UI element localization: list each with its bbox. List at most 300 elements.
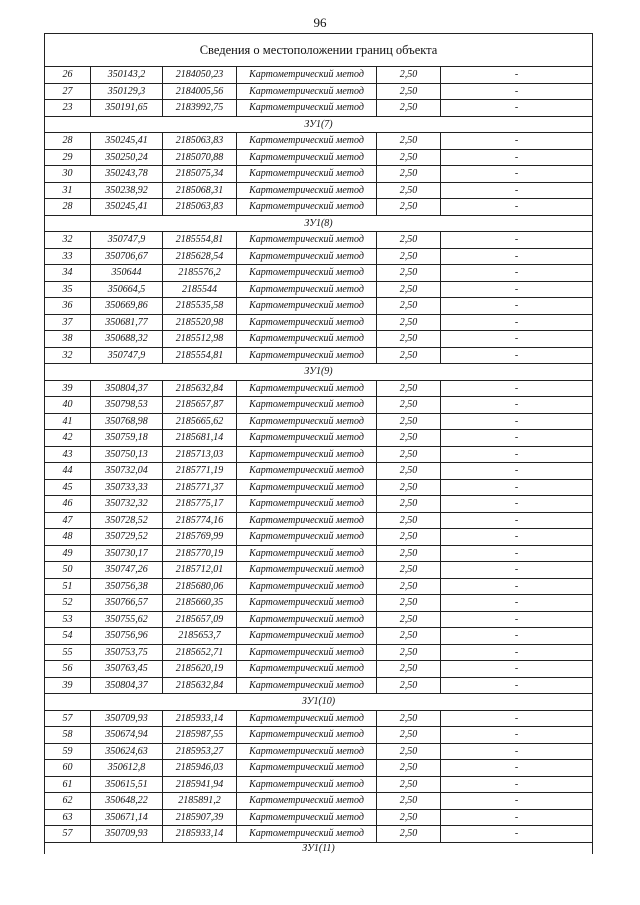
- x-coordinate-cell: 350747,9: [91, 232, 163, 249]
- y-coordinate-cell: 2185554,81: [163, 232, 237, 249]
- x-coordinate-cell: 350732,32: [91, 496, 163, 513]
- point-number-cell: 41: [45, 413, 91, 430]
- x-coordinate-cell: 350766,57: [91, 595, 163, 612]
- y-coordinate-cell: 2185660,35: [163, 595, 237, 612]
- accuracy-cell: 2,50: [377, 314, 441, 331]
- accuracy-cell: 2,50: [377, 545, 441, 562]
- accuracy-cell: 2,50: [377, 199, 441, 216]
- note-cell: -: [441, 628, 593, 645]
- y-coordinate-cell: 2185712,01: [163, 562, 237, 579]
- table-row: [45, 496, 593, 513]
- accuracy-cell: 2,50: [377, 776, 441, 793]
- method-cell: Картометрический метод: [237, 644, 377, 661]
- point-number-cell: 28: [45, 199, 91, 216]
- accuracy-cell: 2,50: [377, 298, 441, 315]
- note-cell: -: [441, 496, 593, 513]
- method-cell: Картометрический метод: [237, 479, 377, 496]
- method-cell: Картометрический метод: [237, 83, 377, 100]
- accuracy-cell: 2,50: [377, 83, 441, 100]
- accuracy-cell: 2,50: [377, 265, 441, 282]
- x-coordinate-cell: 350750,13: [91, 446, 163, 463]
- y-coordinate-cell: 2185554,81: [163, 347, 237, 364]
- note-cell: -: [441, 727, 593, 744]
- method-cell: Картометрический метод: [237, 661, 377, 678]
- accuracy-cell: 2,50: [377, 463, 441, 480]
- note-cell: -: [441, 545, 593, 562]
- accuracy-cell: 2,50: [377, 413, 441, 430]
- x-coordinate-cell: 350804,37: [91, 380, 163, 397]
- y-coordinate-cell: 2185770,19: [163, 545, 237, 562]
- y-coordinate-cell: 2185632,84: [163, 677, 237, 694]
- y-coordinate-cell: 2185774,16: [163, 512, 237, 529]
- table-row: [45, 545, 593, 562]
- point-number-cell: 42: [45, 430, 91, 447]
- method-cell: Картометрический метод: [237, 182, 377, 199]
- table-row: [45, 727, 593, 744]
- method-cell: Картометрический метод: [237, 133, 377, 150]
- note-cell: -: [441, 166, 593, 183]
- table-row: [45, 479, 593, 496]
- accuracy-cell: 2,50: [377, 727, 441, 744]
- x-coordinate-cell: 350648,22: [91, 793, 163, 810]
- y-coordinate-cell: 2185070,88: [163, 149, 237, 166]
- table-row: [45, 562, 593, 579]
- page-number: 96: [313, 15, 327, 30]
- x-coordinate-cell: 350238,92: [91, 182, 163, 199]
- accuracy-cell: 2,50: [377, 809, 441, 826]
- table-row: [45, 628, 593, 645]
- y-coordinate-cell: 2184005,56: [163, 83, 237, 100]
- x-coordinate-cell: 350798,53: [91, 397, 163, 414]
- table-row: [45, 331, 593, 348]
- y-coordinate-cell: 2185063,83: [163, 199, 237, 216]
- method-cell: Картометрический метод: [237, 413, 377, 430]
- y-coordinate-cell: 2185620,19: [163, 661, 237, 678]
- x-coordinate-cell: 350732,04: [91, 463, 163, 480]
- table-row: [45, 314, 593, 331]
- method-cell: Картометрический метод: [237, 776, 377, 793]
- note-cell: -: [441, 83, 593, 100]
- section-header-row: [45, 694, 593, 711]
- x-coordinate-cell: 350681,77: [91, 314, 163, 331]
- table-row: [45, 397, 593, 414]
- note-cell: -: [441, 100, 593, 117]
- y-coordinate-cell: 2185946,03: [163, 760, 237, 777]
- note-cell: -: [441, 826, 593, 843]
- method-cell: Картометрический метод: [237, 397, 377, 414]
- point-number-cell: 35: [45, 281, 91, 298]
- method-cell: Картометрический метод: [237, 314, 377, 331]
- note-cell: -: [441, 182, 593, 199]
- method-cell: Картометрический метод: [237, 628, 377, 645]
- point-number-cell: 27: [45, 83, 91, 100]
- y-coordinate-cell: 2185891,2: [163, 793, 237, 810]
- accuracy-cell: 2,50: [377, 182, 441, 199]
- point-number-cell: 23: [45, 100, 91, 117]
- method-cell: Картометрический метод: [237, 677, 377, 694]
- point-number-cell: 32: [45, 232, 91, 249]
- accuracy-cell: 2,50: [377, 149, 441, 166]
- point-number-cell: 31: [45, 182, 91, 199]
- y-coordinate-cell: 2185544: [163, 281, 237, 298]
- point-number-cell: 60: [45, 760, 91, 777]
- note-cell: -: [441, 677, 593, 694]
- note-cell: -: [441, 793, 593, 810]
- method-cell: Картометрический метод: [237, 727, 377, 744]
- method-cell: Картометрический метод: [237, 710, 377, 727]
- point-number-cell: 33: [45, 248, 91, 265]
- table-row: [45, 298, 593, 315]
- y-coordinate-cell: 2185653,7: [163, 628, 237, 645]
- accuracy-cell: 2,50: [377, 710, 441, 727]
- method-cell: Картометрический метод: [237, 67, 377, 84]
- section-header-row: [45, 842, 593, 854]
- x-coordinate-cell: 350245,41: [91, 133, 163, 150]
- section-label: ЗУ1(9): [45, 364, 593, 381]
- method-cell: Картометрический метод: [237, 430, 377, 447]
- note-cell: -: [441, 314, 593, 331]
- method-cell: Картометрический метод: [237, 529, 377, 546]
- method-cell: Картометрический метод: [237, 347, 377, 364]
- y-coordinate-cell: 2185933,14: [163, 710, 237, 727]
- accuracy-cell: 2,50: [377, 100, 441, 117]
- y-coordinate-cell: 2185632,84: [163, 380, 237, 397]
- accuracy-cell: 2,50: [377, 166, 441, 183]
- table-row: [45, 611, 593, 628]
- section-header-row: [45, 364, 593, 381]
- accuracy-cell: 2,50: [377, 677, 441, 694]
- point-number-cell: 63: [45, 809, 91, 826]
- method-cell: Картометрический метод: [237, 809, 377, 826]
- point-number-cell: 50: [45, 562, 91, 579]
- accuracy-cell: 2,50: [377, 529, 441, 546]
- x-coordinate-cell: 350763,45: [91, 661, 163, 678]
- y-coordinate-cell: 2185987,55: [163, 727, 237, 744]
- accuracy-cell: 2,50: [377, 133, 441, 150]
- section-header-row: [45, 116, 593, 133]
- table-row: [45, 776, 593, 793]
- y-coordinate-cell: 2185713,03: [163, 446, 237, 463]
- note-cell: -: [441, 644, 593, 661]
- y-coordinate-cell: 2185775,17: [163, 496, 237, 513]
- x-coordinate-cell: 350674,94: [91, 727, 163, 744]
- table-row: [45, 166, 593, 183]
- table-row: [45, 578, 593, 595]
- x-coordinate-cell: 350644: [91, 265, 163, 282]
- accuracy-cell: 2,50: [377, 743, 441, 760]
- note-cell: -: [441, 133, 593, 150]
- accuracy-cell: 2,50: [377, 479, 441, 496]
- y-coordinate-cell: 2185941,94: [163, 776, 237, 793]
- table-row: [45, 149, 593, 166]
- accuracy-cell: 2,50: [377, 347, 441, 364]
- method-cell: Картометрический метод: [237, 149, 377, 166]
- y-coordinate-cell: 2185576,2: [163, 265, 237, 282]
- note-cell: -: [441, 430, 593, 447]
- table-row: [45, 463, 593, 480]
- accuracy-cell: 2,50: [377, 644, 441, 661]
- method-cell: Картометрический метод: [237, 611, 377, 628]
- point-number-cell: 30: [45, 166, 91, 183]
- x-coordinate-cell: 350688,32: [91, 331, 163, 348]
- method-cell: Картометрический метод: [237, 545, 377, 562]
- note-cell: -: [441, 809, 593, 826]
- section-label: ЗУ1(10): [45, 694, 593, 711]
- point-number-cell: 29: [45, 149, 91, 166]
- x-coordinate-cell: 350709,93: [91, 826, 163, 843]
- x-coordinate-cell: 350759,18: [91, 430, 163, 447]
- x-coordinate-cell: 350804,37: [91, 677, 163, 694]
- note-cell: -: [441, 232, 593, 249]
- point-number-cell: 43: [45, 446, 91, 463]
- table-row: [45, 232, 593, 249]
- point-number-cell: 34: [45, 265, 91, 282]
- note-cell: -: [441, 248, 593, 265]
- x-coordinate-cell: 350250,24: [91, 149, 163, 166]
- y-coordinate-cell: 2185769,99: [163, 529, 237, 546]
- point-number-cell: 49: [45, 545, 91, 562]
- table-row: [45, 182, 593, 199]
- x-coordinate-cell: 350612,8: [91, 760, 163, 777]
- point-number-cell: 26: [45, 67, 91, 84]
- x-coordinate-cell: 350729,52: [91, 529, 163, 546]
- y-coordinate-cell: 2185953,27: [163, 743, 237, 760]
- table-row: [45, 760, 593, 777]
- method-cell: Картометрический метод: [237, 281, 377, 298]
- method-cell: Картометрический метод: [237, 298, 377, 315]
- boundary-coordinates-table: [44, 33, 593, 854]
- accuracy-cell: 2,50: [377, 578, 441, 595]
- x-coordinate-cell: 350191,65: [91, 100, 163, 117]
- point-number-cell: 32: [45, 347, 91, 364]
- table-row: [45, 248, 593, 265]
- x-coordinate-cell: 350747,9: [91, 347, 163, 364]
- y-coordinate-cell: 2183992,75: [163, 100, 237, 117]
- y-coordinate-cell: 2185665,62: [163, 413, 237, 430]
- method-cell: Картометрический метод: [237, 446, 377, 463]
- point-number-cell: 36: [45, 298, 91, 315]
- table-row: [45, 430, 593, 447]
- y-coordinate-cell: 2185068,31: [163, 182, 237, 199]
- table-row: [45, 199, 593, 216]
- x-coordinate-cell: 350753,75: [91, 644, 163, 661]
- accuracy-cell: 2,50: [377, 793, 441, 810]
- point-number-cell: 59: [45, 743, 91, 760]
- section-label: ЗУ1(8): [45, 215, 593, 232]
- x-coordinate-cell: 350243,78: [91, 166, 163, 183]
- note-cell: -: [441, 743, 593, 760]
- method-cell: Картометрический метод: [237, 793, 377, 810]
- note-cell: -: [441, 298, 593, 315]
- table-row: [45, 83, 593, 100]
- accuracy-cell: 2,50: [377, 380, 441, 397]
- accuracy-cell: 2,50: [377, 430, 441, 447]
- note-cell: -: [441, 380, 593, 397]
- point-number-cell: 46: [45, 496, 91, 513]
- y-coordinate-cell: 2185771,37: [163, 479, 237, 496]
- x-coordinate-cell: 350624,63: [91, 743, 163, 760]
- accuracy-cell: 2,50: [377, 446, 441, 463]
- point-number-cell: 47: [45, 512, 91, 529]
- note-cell: -: [441, 331, 593, 348]
- x-coordinate-cell: 350730,17: [91, 545, 163, 562]
- point-number-cell: 62: [45, 793, 91, 810]
- x-coordinate-cell: 350245,41: [91, 199, 163, 216]
- accuracy-cell: 2,50: [377, 496, 441, 513]
- point-number-cell: 51: [45, 578, 91, 595]
- accuracy-cell: 2,50: [377, 397, 441, 414]
- method-cell: Картометрический метод: [237, 199, 377, 216]
- y-coordinate-cell: 2185771,19: [163, 463, 237, 480]
- note-cell: -: [441, 760, 593, 777]
- point-number-cell: 38: [45, 331, 91, 348]
- table-title: Сведения о местоположении границ объекта: [45, 34, 593, 67]
- method-cell: Картометрический метод: [237, 743, 377, 760]
- note-cell: -: [441, 413, 593, 430]
- note-cell: -: [441, 661, 593, 678]
- x-coordinate-cell: 350669,86: [91, 298, 163, 315]
- table-row: [45, 793, 593, 810]
- y-coordinate-cell: 2185512,98: [163, 331, 237, 348]
- method-cell: Картометрический метод: [237, 595, 377, 612]
- section-label: ЗУ1(11): [45, 842, 593, 854]
- x-coordinate-cell: 350615,51: [91, 776, 163, 793]
- section-label: ЗУ1(7): [45, 116, 593, 133]
- point-number-cell: 48: [45, 529, 91, 546]
- note-cell: -: [441, 479, 593, 496]
- point-number-cell: 54: [45, 628, 91, 645]
- note-cell: -: [441, 397, 593, 414]
- method-cell: Картометрический метод: [237, 331, 377, 348]
- accuracy-cell: 2,50: [377, 232, 441, 249]
- y-coordinate-cell: 2185680,06: [163, 578, 237, 595]
- point-number-cell: 55: [45, 644, 91, 661]
- note-cell: -: [441, 347, 593, 364]
- table-row: [45, 710, 593, 727]
- section-header-row: [45, 215, 593, 232]
- method-cell: Картометрический метод: [237, 562, 377, 579]
- accuracy-cell: 2,50: [377, 331, 441, 348]
- accuracy-cell: 2,50: [377, 760, 441, 777]
- table-row: [45, 529, 593, 546]
- point-number-cell: 37: [45, 314, 91, 331]
- table-row: [45, 595, 593, 612]
- x-coordinate-cell: 350768,98: [91, 413, 163, 430]
- note-cell: -: [441, 199, 593, 216]
- point-number-cell: 28: [45, 133, 91, 150]
- point-number-cell: 56: [45, 661, 91, 678]
- table-row: [45, 677, 593, 694]
- method-cell: Картометрический метод: [237, 380, 377, 397]
- point-number-cell: 44: [45, 463, 91, 480]
- x-coordinate-cell: 350756,96: [91, 628, 163, 645]
- x-coordinate-cell: 350129,3: [91, 83, 163, 100]
- table-row: [45, 380, 593, 397]
- point-number-cell: 45: [45, 479, 91, 496]
- x-coordinate-cell: 350756,38: [91, 578, 163, 595]
- method-cell: Картометрический метод: [237, 248, 377, 265]
- note-cell: -: [441, 281, 593, 298]
- y-coordinate-cell: 2185075,34: [163, 166, 237, 183]
- note-cell: -: [441, 529, 593, 546]
- point-number-cell: 57: [45, 826, 91, 843]
- table-row: [45, 67, 593, 84]
- note-cell: -: [441, 67, 593, 84]
- x-coordinate-cell: 350728,52: [91, 512, 163, 529]
- method-cell: Картометрический метод: [237, 232, 377, 249]
- accuracy-cell: 2,50: [377, 562, 441, 579]
- method-cell: Картометрический метод: [237, 512, 377, 529]
- accuracy-cell: 2,50: [377, 611, 441, 628]
- x-coordinate-cell: 350664,5: [91, 281, 163, 298]
- y-coordinate-cell: 2185520,98: [163, 314, 237, 331]
- method-cell: Картометрический метод: [237, 100, 377, 117]
- note-cell: -: [441, 446, 593, 463]
- x-coordinate-cell: 350733,33: [91, 479, 163, 496]
- note-cell: -: [441, 578, 593, 595]
- accuracy-cell: 2,50: [377, 826, 441, 843]
- x-coordinate-cell: 350709,93: [91, 710, 163, 727]
- table-row: [45, 661, 593, 678]
- x-coordinate-cell: 350671,14: [91, 809, 163, 826]
- x-coordinate-cell: 350747,26: [91, 562, 163, 579]
- method-cell: Картометрический метод: [237, 760, 377, 777]
- note-cell: -: [441, 149, 593, 166]
- accuracy-cell: 2,50: [377, 281, 441, 298]
- table-row: [45, 100, 593, 117]
- accuracy-cell: 2,50: [377, 595, 441, 612]
- note-cell: -: [441, 595, 593, 612]
- y-coordinate-cell: 2185907,39: [163, 809, 237, 826]
- method-cell: Картометрический метод: [237, 265, 377, 282]
- method-cell: Картометрический метод: [237, 463, 377, 480]
- y-coordinate-cell: 2185681,14: [163, 430, 237, 447]
- table-row: [45, 743, 593, 760]
- y-coordinate-cell: 2185063,83: [163, 133, 237, 150]
- y-coordinate-cell: 2185535,58: [163, 298, 237, 315]
- table-row: [45, 265, 593, 282]
- point-number-cell: 61: [45, 776, 91, 793]
- table-row: [45, 644, 593, 661]
- y-coordinate-cell: 2185628,54: [163, 248, 237, 265]
- point-number-cell: 40: [45, 397, 91, 414]
- x-coordinate-cell: 350706,67: [91, 248, 163, 265]
- accuracy-cell: 2,50: [377, 67, 441, 84]
- point-number-cell: 39: [45, 677, 91, 694]
- note-cell: -: [441, 710, 593, 727]
- accuracy-cell: 2,50: [377, 661, 441, 678]
- table-row: [45, 347, 593, 364]
- method-cell: Картометрический метод: [237, 496, 377, 513]
- note-cell: -: [441, 611, 593, 628]
- method-cell: Картометрический метод: [237, 826, 377, 843]
- point-number-cell: 58: [45, 727, 91, 744]
- x-coordinate-cell: 350143,2: [91, 67, 163, 84]
- table-row: [45, 133, 593, 150]
- table-row: [45, 809, 593, 826]
- point-number-cell: 39: [45, 380, 91, 397]
- note-cell: -: [441, 776, 593, 793]
- table-row: [45, 826, 593, 843]
- note-cell: -: [441, 265, 593, 282]
- table-row: [45, 512, 593, 529]
- point-number-cell: 53: [45, 611, 91, 628]
- point-number-cell: 57: [45, 710, 91, 727]
- accuracy-cell: 2,50: [377, 512, 441, 529]
- note-cell: -: [441, 463, 593, 480]
- table-row: [45, 413, 593, 430]
- x-coordinate-cell: 350755,62: [91, 611, 163, 628]
